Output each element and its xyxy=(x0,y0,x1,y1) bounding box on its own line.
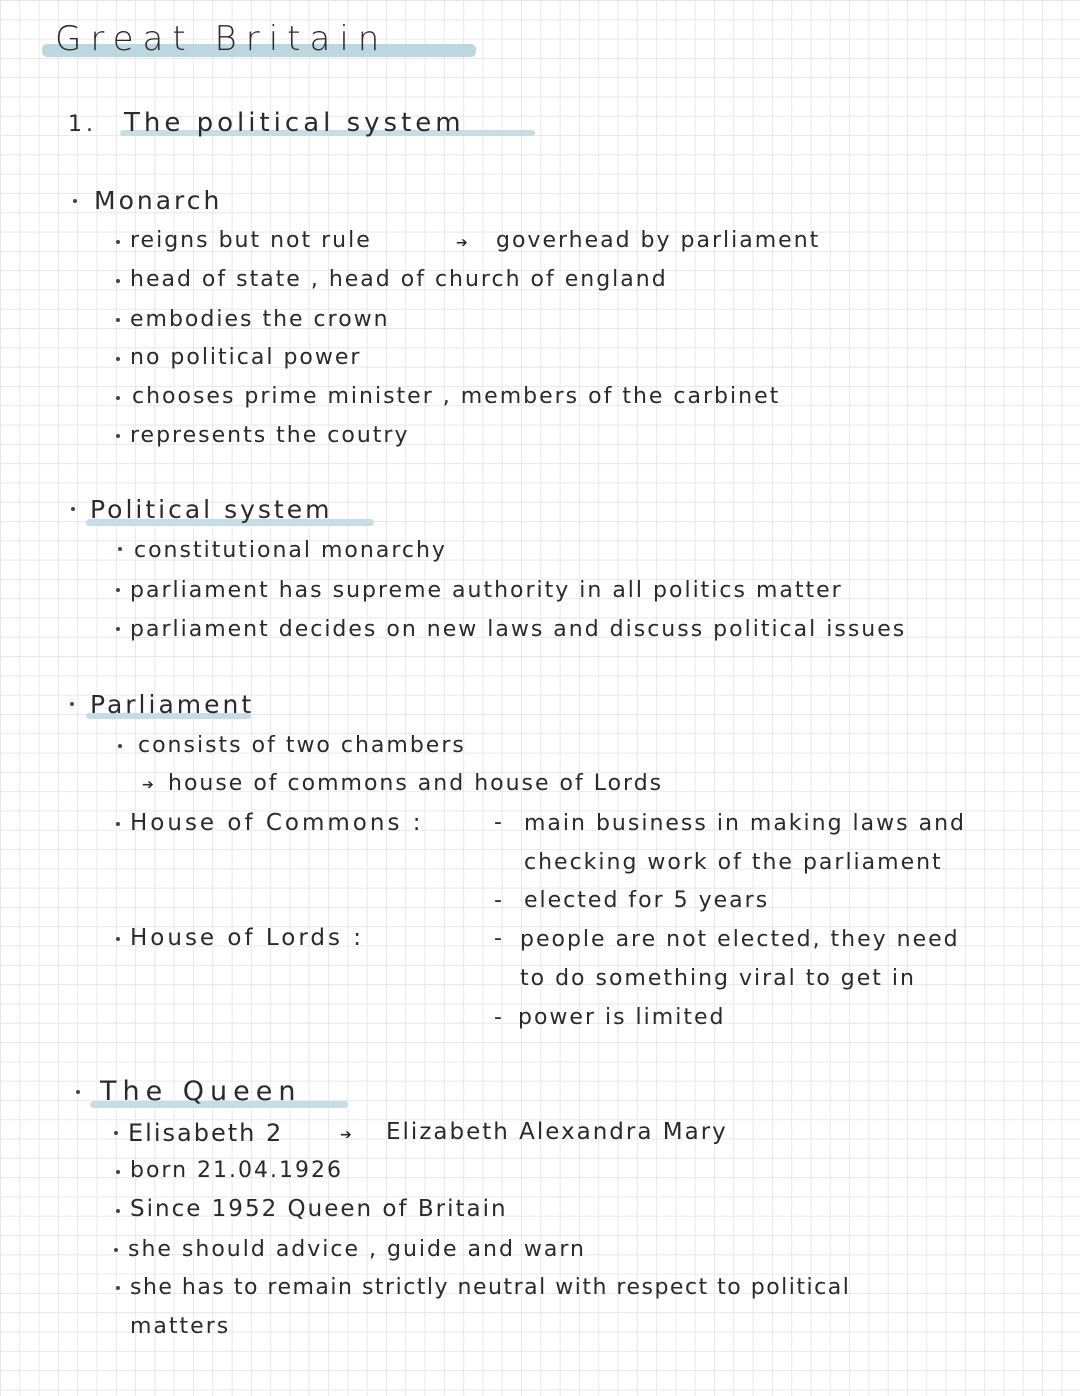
arrow-right-icon: ➔ xyxy=(456,235,468,251)
queen-name-short: Elisabeth 2 xyxy=(128,1119,284,1147)
house-of-commons-label: House of Commons : xyxy=(130,810,424,836)
bullet xyxy=(70,702,74,706)
lords-point: power is limited xyxy=(518,1005,726,1030)
house-of-lords-label: House of Lords : xyxy=(130,925,365,951)
monarch-item: chooses prime minister , members of the carbinet xyxy=(132,384,781,409)
bullet xyxy=(116,357,120,361)
dash: - xyxy=(494,888,504,913)
commons-point: checking work of the parliament xyxy=(524,850,943,875)
bullet xyxy=(76,1090,80,1094)
bullet xyxy=(116,822,120,826)
bullet xyxy=(116,937,120,941)
bullet xyxy=(116,1170,120,1174)
queen-heading: The Queen xyxy=(100,1076,302,1107)
lords-point: to do something viral to get in xyxy=(520,966,916,991)
parliament-chambers: house of commons and house of Lords xyxy=(168,771,664,796)
lords-point: people are not elected, they need xyxy=(520,927,960,952)
bullet xyxy=(116,279,120,283)
parliament-heading: Parliament xyxy=(90,690,255,719)
monarch-item: reigns but not rule xyxy=(130,228,372,253)
bullet xyxy=(116,396,120,400)
bullet xyxy=(116,588,120,592)
monarch-item: head of state , head of church of england xyxy=(130,267,668,292)
monarch-heading: Monarch xyxy=(94,186,223,215)
queen-item: she has to remain strictly neutral with respect to political xyxy=(130,1275,851,1300)
bullet xyxy=(116,434,120,438)
bullet xyxy=(118,547,122,551)
section-number: 1. xyxy=(68,112,97,137)
queen-item: she should advice , guide and warn xyxy=(128,1237,586,1262)
parliament-consists: consists of two chambers xyxy=(138,733,466,758)
arrow-right-icon: ➔ xyxy=(142,777,154,793)
section-heading: The political system xyxy=(124,108,465,138)
dash: - xyxy=(494,810,504,835)
monarch-item: represents the coutry xyxy=(130,423,410,448)
bullet xyxy=(116,318,120,322)
page-title: Great Britain xyxy=(55,19,389,59)
bullet xyxy=(114,1248,118,1252)
political-system-item: parliament has supreme authority in all politics matter xyxy=(130,578,843,603)
commons-point: main business in making laws and xyxy=(524,811,966,836)
queen-name-full: Elizabeth Alexandra Mary xyxy=(386,1119,728,1145)
monarch-item: no political power xyxy=(130,345,362,370)
political-system-item: constitutional monarchy xyxy=(134,538,447,563)
political-system-item: parliament decides on new laws and discuss political issues xyxy=(130,617,907,642)
arrow-right-icon: ➔ xyxy=(340,1127,352,1143)
bullet xyxy=(116,627,120,631)
bullet xyxy=(116,1209,120,1213)
queen-item: matters xyxy=(130,1314,231,1339)
bullet xyxy=(71,507,75,511)
bullet xyxy=(73,199,77,203)
bullet xyxy=(116,1286,120,1290)
bullet xyxy=(118,744,122,748)
dash: - xyxy=(494,1005,504,1030)
queen-item: Since 1952 Queen of Britain xyxy=(130,1196,508,1222)
bullet xyxy=(114,1131,118,1135)
commons-point: elected for 5 years xyxy=(524,888,770,913)
monarch-item: embodies the crown xyxy=(130,307,390,332)
political-system-heading: Political system xyxy=(90,495,333,524)
bullet xyxy=(116,240,120,244)
queen-item: born 21.04.1926 xyxy=(130,1158,343,1183)
dash: - xyxy=(494,926,504,951)
monarch-item: goverhead by parliament xyxy=(496,228,821,253)
